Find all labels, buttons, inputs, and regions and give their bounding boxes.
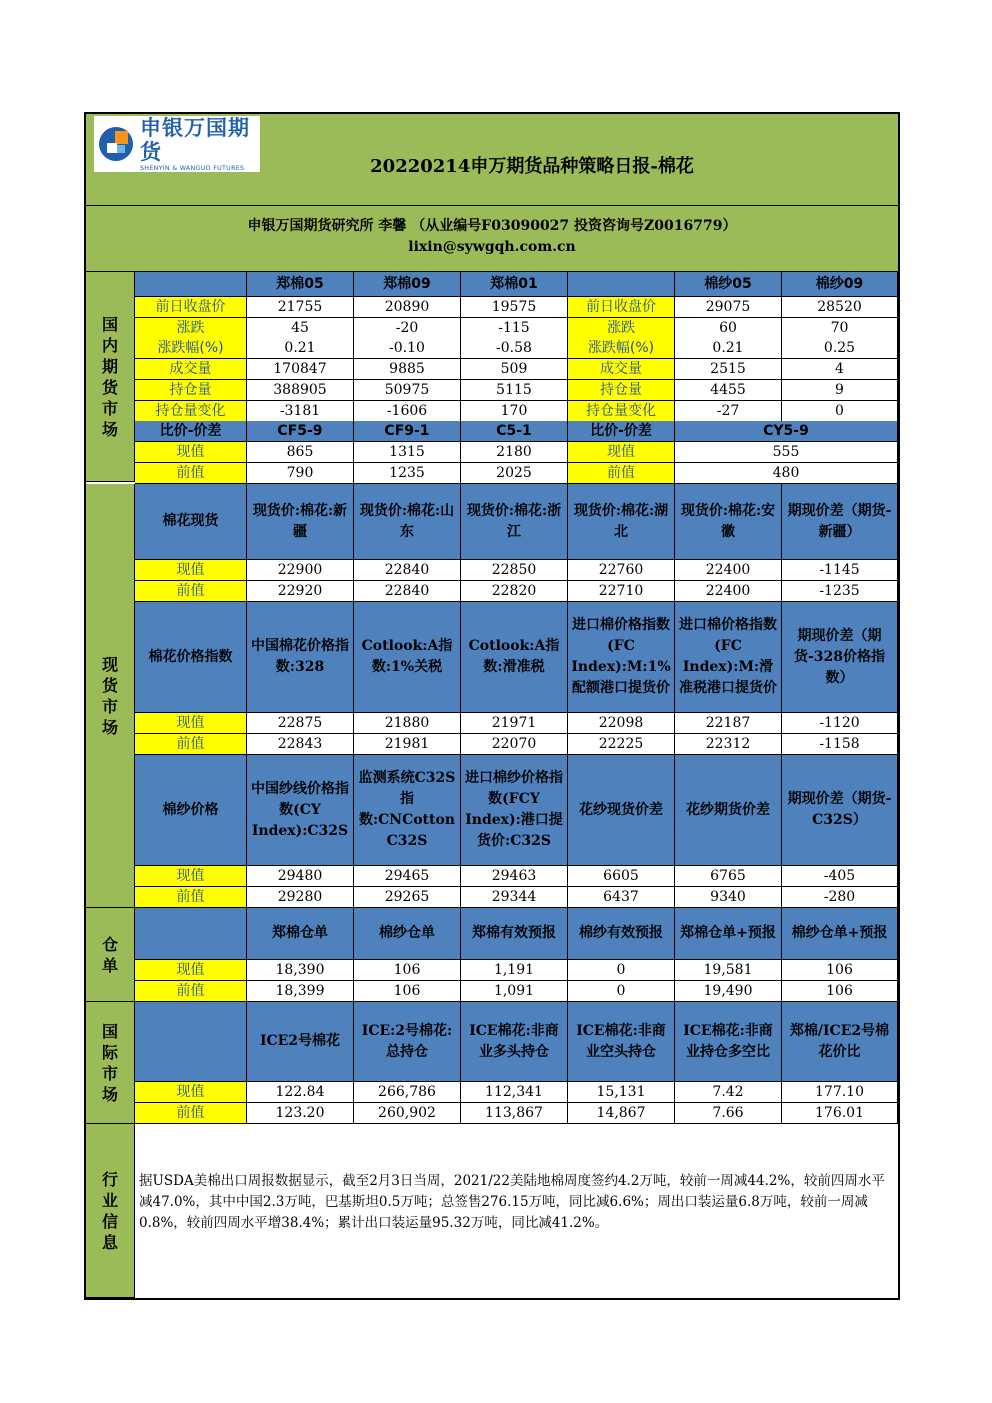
spread-col-header: CF9-1 xyxy=(354,421,461,442)
spread-value: 2180 xyxy=(461,442,568,463)
spot-cotton-header: 期现价差（期货-新疆） xyxy=(782,484,898,560)
warehouse-value: 18,390 xyxy=(247,960,354,981)
spot-cotton-header: 现货价:棉花:新疆 xyxy=(247,484,354,560)
futures-value: 509 xyxy=(461,359,568,380)
spot-cotton-value: 22400 xyxy=(675,581,782,602)
yarn-header: 中国纱线价格指数(CY Index):C32S xyxy=(247,755,354,866)
international-header: ICE:2号棉花:总持仓 xyxy=(354,1002,461,1082)
price-index-header: Cotlook:A指数:1%关税 xyxy=(354,602,461,713)
price-index-value: 21971 xyxy=(461,713,568,734)
spot-cotton-header: 现货价:棉花:浙江 xyxy=(461,484,568,560)
futures-value: 9 xyxy=(782,380,898,401)
price-index-header: 进口棉价格指数(FC Index):M:滑准税港口提货价 xyxy=(675,602,782,713)
futures-value: 4 xyxy=(782,359,898,380)
futures-value: -0.10 xyxy=(354,338,461,359)
international-value: 123.20 xyxy=(247,1103,354,1124)
international-header xyxy=(135,1002,247,1082)
yarn-header: 期现价差（期货-C32S） xyxy=(782,755,898,866)
futures-value: 50975 xyxy=(354,380,461,401)
warehouse-header: 郑棉有效预报 xyxy=(461,908,568,960)
price-index-value: 22098 xyxy=(568,713,675,734)
spot-cotton-header: 现货价:棉花:湖北 xyxy=(568,484,675,560)
title-band xyxy=(86,114,898,206)
futures-value: 170 xyxy=(461,401,568,422)
yarn-header: 监测系统C32S指数:CNCotton C32S xyxy=(354,755,461,866)
yarn-value: 29265 xyxy=(354,887,461,908)
company-logo xyxy=(94,116,260,172)
price-index-value: 22070 xyxy=(461,734,568,755)
international-value: 176.01 xyxy=(782,1103,898,1124)
futures-row-label: 持仓量变化 xyxy=(568,401,675,422)
futures-value: -3181 xyxy=(247,401,354,422)
yarn-header: 进口棉纱价格指数(FCY Index):港口提货价:C32S xyxy=(461,755,568,866)
warehouse-header xyxy=(135,908,247,960)
futures-value: 388905 xyxy=(247,380,354,401)
warehouse-value: 19,490 xyxy=(675,981,782,1002)
warehouse-row-label: 前值 xyxy=(135,981,247,1002)
spot-cotton-value: 22710 xyxy=(568,581,675,602)
warehouse-header: 棉纱仓单+预报 xyxy=(782,908,898,960)
futures-value: 170847 xyxy=(247,359,354,380)
spread-value: 1235 xyxy=(354,463,461,484)
warehouse-row-label: 现值 xyxy=(135,960,247,981)
price-index-value: 22312 xyxy=(675,734,782,755)
international-value: 7.42 xyxy=(675,1082,782,1103)
warehouse-value: 1,091 xyxy=(461,981,568,1002)
futures-value: 0.25 xyxy=(782,338,898,359)
warehouse-value: 0 xyxy=(568,960,675,981)
warehouse-value: 106 xyxy=(354,981,461,1002)
futures-row-label: 前日收盘价 xyxy=(135,297,247,318)
price-index-row-label: 现值 xyxy=(135,713,247,734)
international-value: 112,341 xyxy=(461,1082,568,1103)
futures-value: 9885 xyxy=(354,359,461,380)
futures-row-label: 前日收盘价 xyxy=(568,297,675,318)
spread-value: 865 xyxy=(247,442,354,463)
futures-value: 28520 xyxy=(782,297,898,318)
international-header: ICE棉花:非商业持仓多空比 xyxy=(675,1002,782,1082)
spot-cotton-header: 棉花现货 xyxy=(135,484,247,560)
price-index-value: 22875 xyxy=(247,713,354,734)
warehouse-value: 106 xyxy=(782,960,898,981)
futures-value: 45 xyxy=(247,318,354,339)
futures-col-header: 棉纱09 xyxy=(782,272,898,297)
spot-cotton-row-label: 现值 xyxy=(135,560,247,581)
futures-row-label: 涨跌 xyxy=(568,318,675,339)
yarn-value: 29480 xyxy=(247,866,354,887)
warehouse-value: 19,581 xyxy=(675,960,782,981)
futures-value: -115 xyxy=(461,318,568,339)
yarn-value: -280 xyxy=(782,887,898,908)
logo-text-cn: 申银万国期货 xyxy=(140,115,250,164)
international-value: 260,902 xyxy=(354,1103,461,1124)
futures-value: 70 xyxy=(782,318,898,339)
yarn-header: 花纱期货价差 xyxy=(675,755,782,866)
futures-col-header: 郑棉05 xyxy=(247,272,354,297)
yarn-value: 29344 xyxy=(461,887,568,908)
yarn-value: -405 xyxy=(782,866,898,887)
section-industry: 行 业 信 息 xyxy=(86,1124,135,1298)
international-value: 15,131 xyxy=(568,1082,675,1103)
price-index-header: 中国棉花价格指数:328 xyxy=(247,602,354,713)
spread-row-label: 现值 xyxy=(135,442,247,463)
futures-value: 4455 xyxy=(675,380,782,401)
spot-cotton-value: 22760 xyxy=(568,560,675,581)
futures-value: -0.58 xyxy=(461,338,568,359)
price-index-value: -1120 xyxy=(782,713,898,734)
international-value: 122.84 xyxy=(247,1082,354,1103)
spot-cotton-value: -1145 xyxy=(782,560,898,581)
warehouse-value: 18,399 xyxy=(247,981,354,1002)
spot-cotton-value: 22840 xyxy=(354,581,461,602)
spot-cotton-header: 现货价:棉花:安徽 xyxy=(675,484,782,560)
international-value: 177.10 xyxy=(782,1082,898,1103)
futures-value: 19575 xyxy=(461,297,568,318)
author-email: lixin@sywgqh.com.cn xyxy=(408,239,576,255)
logo-text-en: SHENYIN & WANGUO FUTURES xyxy=(140,164,245,172)
spread-row-label: 前值 xyxy=(568,463,675,484)
yarn-value: 6765 xyxy=(675,866,782,887)
futures-row-label: 涨跌 xyxy=(135,318,247,339)
industry-news-text: 据USDA美棉出口周报数据显示，截至2月3日当周，2021/22美陆地棉周度签约4.2万吨，较前一周减44.2%，较前四周水平减47.0%，其中中国2.3万吨，巴基斯坦0.5万吨；总签售276.15万吨，同比减6.6%；周出口装运量6.8万吨，较前一周减0.8%，较前四周水平增38.4%；累计出口装运量95.32万吨，同比减41.2%。 xyxy=(139,1173,885,1231)
international-header: ICE棉花:非商业空头持仓 xyxy=(568,1002,675,1082)
price-index-value: 21880 xyxy=(354,713,461,734)
international-row-label: 现值 xyxy=(135,1082,247,1103)
futures-value: 5115 xyxy=(461,380,568,401)
section-international: 国 际 市 场 xyxy=(86,1002,135,1124)
futures-row-label: 持仓量 xyxy=(135,380,247,401)
futures-header-blank-2 xyxy=(568,272,675,297)
futures-row-label: 成交量 xyxy=(568,359,675,380)
price-index-value: 22843 xyxy=(247,734,354,755)
spot-cotton-value: 22400 xyxy=(675,560,782,581)
price-index-value: -1158 xyxy=(782,734,898,755)
warehouse-header: 棉纱有效预报 xyxy=(568,908,675,960)
spread-value: 790 xyxy=(247,463,354,484)
spread-value: 2025 xyxy=(461,463,568,484)
spread-value: 555 xyxy=(675,442,898,463)
price-index-header: Cotlook:A指数:滑准税 xyxy=(461,602,568,713)
futures-header-blank xyxy=(135,272,247,297)
yarn-value: 6605 xyxy=(568,866,675,887)
section-warehouse: 仓 单 xyxy=(86,908,135,1002)
spot-cotton-header: 现货价:棉花:山东 xyxy=(354,484,461,560)
futures-value: 0 xyxy=(782,401,898,422)
futures-row-label: 成交量 xyxy=(135,359,247,380)
futures-value: -1606 xyxy=(354,401,461,422)
futures-col-header: 棉纱05 xyxy=(675,272,782,297)
spread-header-label: 比价-价差 xyxy=(568,421,675,442)
futures-row-label: 持仓量 xyxy=(568,380,675,401)
yarn-value: 9340 xyxy=(675,887,782,908)
futures-col-header: 郑棉01 xyxy=(461,272,568,297)
price-index-header: 棉花价格指数 xyxy=(135,602,247,713)
spot-cotton-value: 22820 xyxy=(461,581,568,602)
warehouse-value: 106 xyxy=(782,981,898,1002)
futures-row-label: 持仓量变化 xyxy=(135,401,247,422)
section-spot: 现 货 市 场 xyxy=(86,484,135,908)
futures-value: 20890 xyxy=(354,297,461,318)
spot-cotton-row-label: 前值 xyxy=(135,581,247,602)
yarn-value: 29463 xyxy=(461,866,568,887)
spot-cotton-value: 22850 xyxy=(461,560,568,581)
price-index-value: 21981 xyxy=(354,734,461,755)
spread-col-header: C5-1 xyxy=(461,421,568,442)
price-index-value: 22187 xyxy=(675,713,782,734)
price-index-header: 期现价差（期货-328价格指数） xyxy=(782,602,898,713)
international-value: 7.66 xyxy=(675,1103,782,1124)
price-index-value: 22225 xyxy=(568,734,675,755)
logo-mark-icon xyxy=(98,126,134,162)
spread-row-label: 前值 xyxy=(135,463,247,484)
spread-value: 1315 xyxy=(354,442,461,463)
report-title: 20220214申万期货品种策略日报-棉花 xyxy=(370,156,694,177)
author-line: 申银万国期货研究所 李馨 （从业编号F03090027 投资咨询号Z0016779） xyxy=(247,218,737,234)
section-domestic-futures: 国 内 期 货 市 场 xyxy=(86,272,135,482)
futures-value: 0.21 xyxy=(247,338,354,359)
futures-value: 2515 xyxy=(675,359,782,380)
international-value: 113,867 xyxy=(461,1103,568,1124)
spread-header-label: 比价-价差 xyxy=(135,421,247,442)
futures-col-header: 郑棉09 xyxy=(354,272,461,297)
warehouse-header: 郑棉仓单+预报 xyxy=(675,908,782,960)
futures-value: 29075 xyxy=(675,297,782,318)
price-index-header: 进口棉价格指数(FC Index):M:1%配额港口提货价 xyxy=(568,602,675,713)
spot-cotton-value: 22840 xyxy=(354,560,461,581)
international-value: 14,867 xyxy=(568,1103,675,1124)
international-header: ICE棉花:非商业多头持仓 xyxy=(461,1002,568,1082)
warehouse-header: 棉纱仓单 xyxy=(354,908,461,960)
international-value: 266,786 xyxy=(354,1082,461,1103)
futures-value: -27 xyxy=(675,401,782,422)
spot-cotton-value: -1235 xyxy=(782,581,898,602)
futures-value: 0.21 xyxy=(675,338,782,359)
spread-value: 480 xyxy=(675,463,898,484)
futures-value: 60 xyxy=(675,318,782,339)
industry-news-panel xyxy=(135,1124,898,1298)
warehouse-value: 106 xyxy=(354,960,461,981)
spot-cotton-value: 22920 xyxy=(247,581,354,602)
international-header: ICE2号棉花 xyxy=(247,1002,354,1082)
futures-value: -20 xyxy=(354,318,461,339)
price-index-row-label: 前值 xyxy=(135,734,247,755)
yarn-row-label: 前值 xyxy=(135,887,247,908)
futures-row-label: 涨跌幅(%) xyxy=(568,338,675,359)
spread-col-header: CY5-9 xyxy=(675,421,898,442)
warehouse-value: 1,191 xyxy=(461,960,568,981)
yarn-header: 棉纱价格 xyxy=(135,755,247,866)
yarn-header: 花纱现货价差 xyxy=(568,755,675,866)
yarn-value: 29280 xyxy=(247,887,354,908)
warehouse-header: 郑棉仓单 xyxy=(247,908,354,960)
spread-col-header: CF5-9 xyxy=(247,421,354,442)
yarn-value: 6437 xyxy=(568,887,675,908)
futures-value: 21755 xyxy=(247,297,354,318)
warehouse-value: 0 xyxy=(568,981,675,1002)
futures-row-label: 涨跌幅(%) xyxy=(135,338,247,359)
spread-row-label: 现值 xyxy=(568,442,675,463)
yarn-value: 29465 xyxy=(354,866,461,887)
yarn-row-label: 现值 xyxy=(135,866,247,887)
international-header: 郑棉/ICE2号棉花价比 xyxy=(782,1002,898,1082)
author-band xyxy=(86,206,898,272)
spot-cotton-value: 22900 xyxy=(247,560,354,581)
report-sheet xyxy=(84,112,900,1300)
international-row-label: 前值 xyxy=(135,1103,247,1124)
